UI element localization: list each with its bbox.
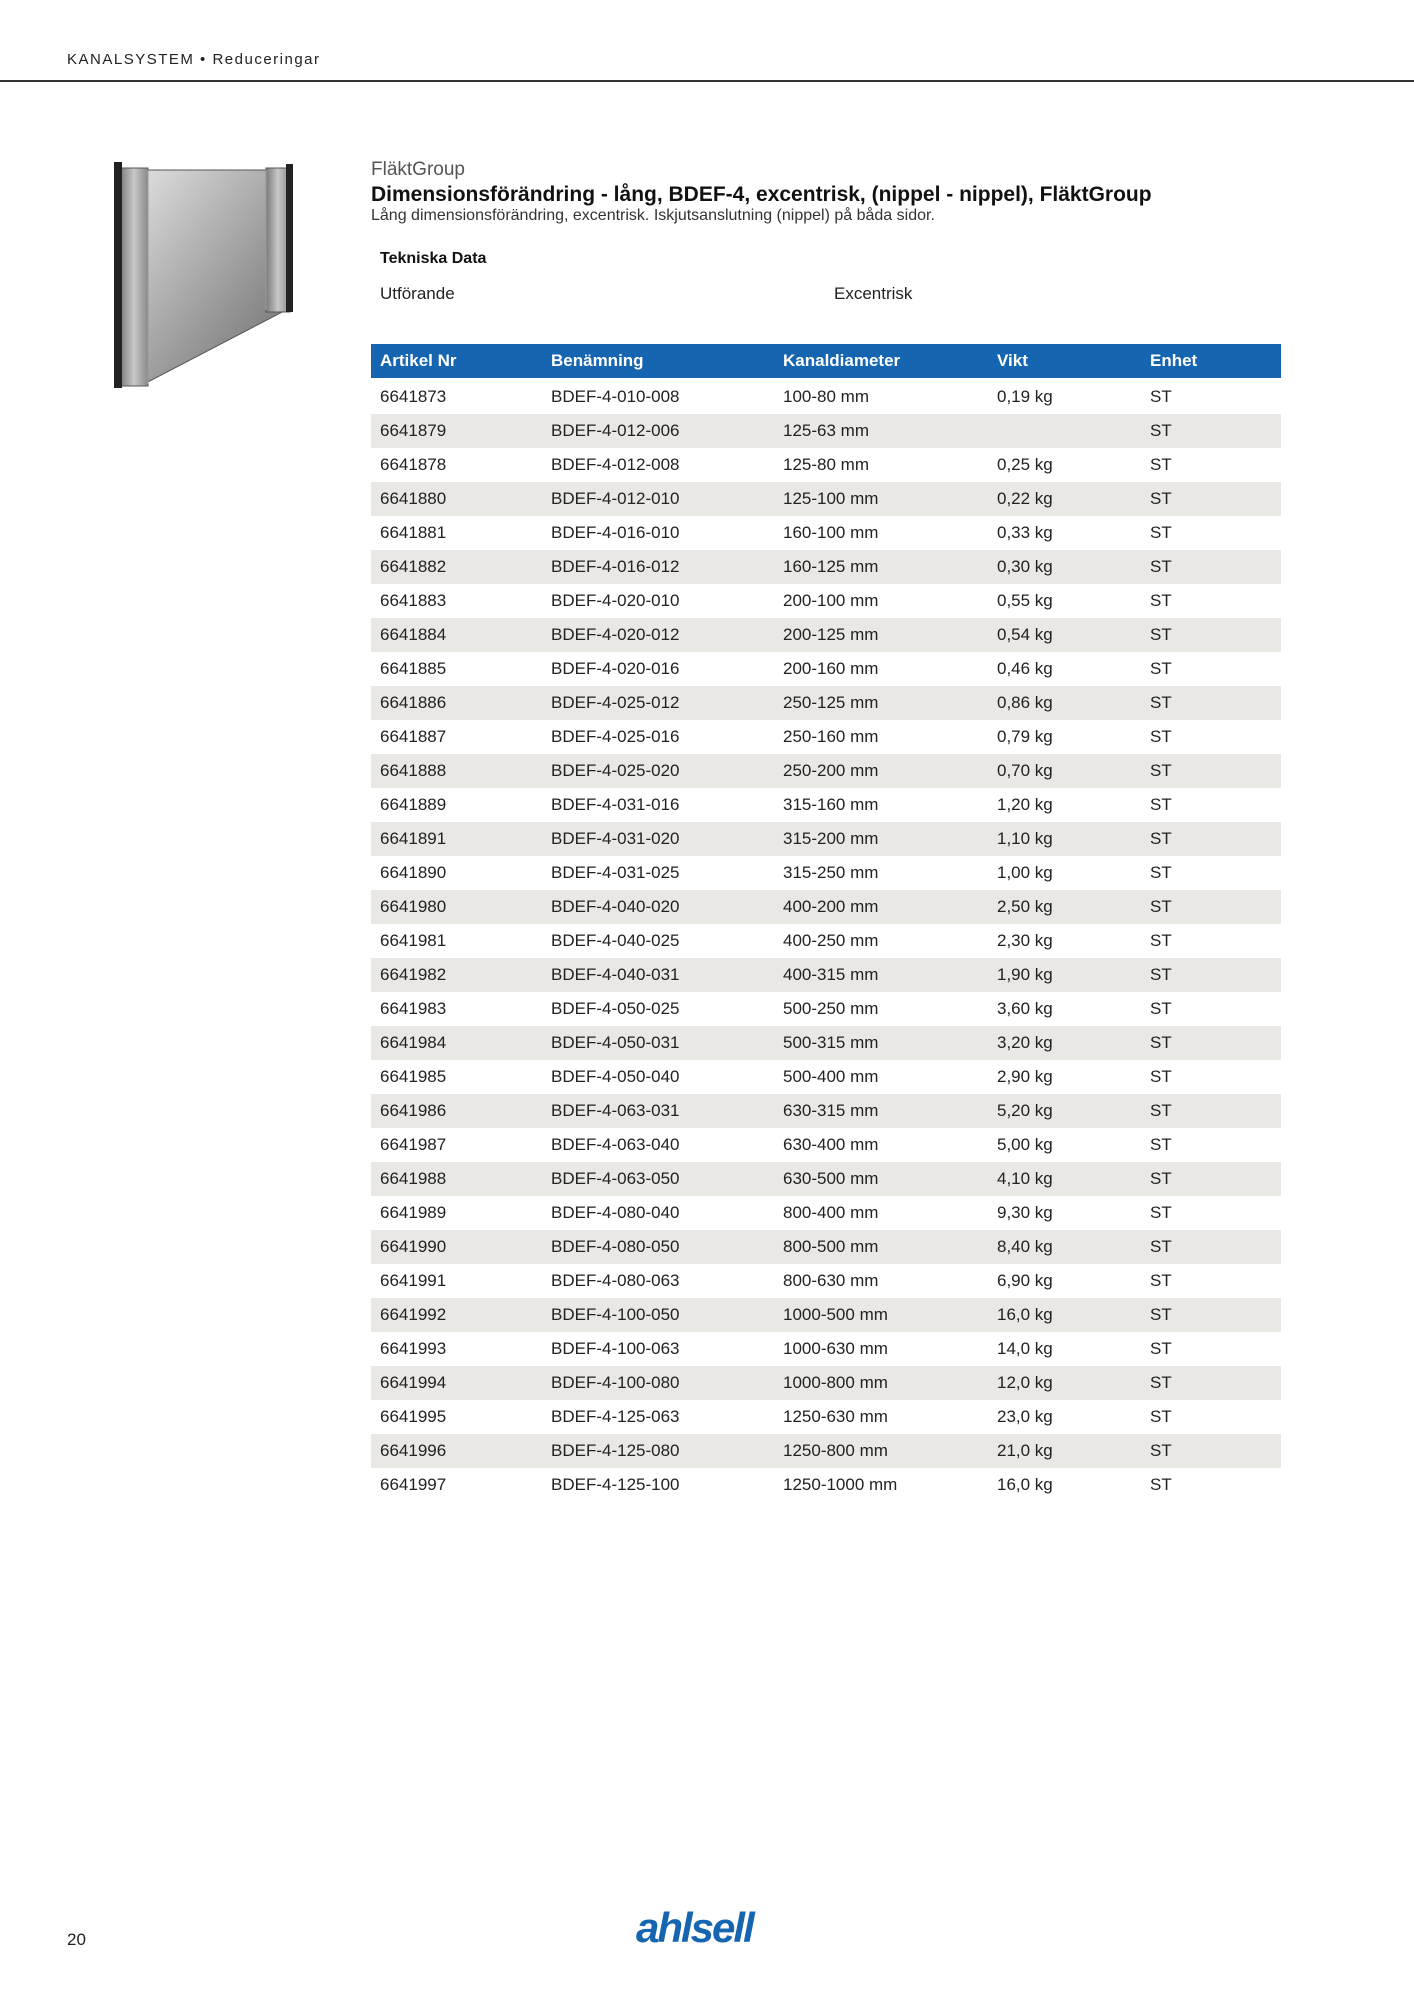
header-unit: Enhet <box>1141 344 1281 379</box>
table-row <box>371 754 1281 788</box>
table-row <box>371 1332 1281 1366</box>
table-row <box>371 414 1281 448</box>
table-row <box>371 516 1281 550</box>
name-cell: BDEF-4-050-040 <box>542 1060 774 1094</box>
article-nr-cell: 6641883 <box>371 584 542 618</box>
unit-cell: ST <box>1141 720 1281 754</box>
name-cell: BDEF-4-031-016 <box>542 788 774 822</box>
duct-diameter-cell: 250-125 mm <box>774 686 988 720</box>
header-divider <box>0 80 1414 82</box>
duct-diameter-cell: 400-250 mm <box>774 924 988 958</box>
name-cell: BDEF-4-050-025 <box>542 992 774 1026</box>
name-cell: BDEF-4-010-008 <box>542 379 774 414</box>
name-cell: BDEF-4-012-006 <box>542 414 774 448</box>
duct-diameter-cell: 315-250 mm <box>774 856 988 890</box>
weight-cell: 0,54 kg <box>988 618 1141 652</box>
table-row <box>371 958 1281 992</box>
unit-cell: ST <box>1141 1094 1281 1128</box>
weight-cell: 5,00 kg <box>988 1128 1141 1162</box>
unit-cell: ST <box>1141 1060 1281 1094</box>
unit-cell: ST <box>1141 1468 1281 1502</box>
table-row <box>371 686 1281 720</box>
tech-data-value: Excentrisk <box>834 284 913 303</box>
name-cell: BDEF-4-031-025 <box>542 856 774 890</box>
article-nr-cell: 6641996 <box>371 1434 542 1468</box>
unit-cell: ST <box>1141 788 1281 822</box>
article-nr-cell: 6641889 <box>371 788 542 822</box>
duct-reducer-image <box>108 158 302 390</box>
weight-cell: 0,79 kg <box>988 720 1141 754</box>
article-nr-cell: 6641991 <box>371 1264 542 1298</box>
duct-diameter-cell: 800-500 mm <box>774 1230 988 1264</box>
name-cell: BDEF-4-025-020 <box>542 754 774 788</box>
duct-diameter-cell: 200-100 mm <box>774 584 988 618</box>
weight-cell: 0,33 kg <box>988 516 1141 550</box>
table-row <box>371 379 1281 414</box>
header-article-nr: Artikel Nr <box>371 344 542 379</box>
article-nr-cell: 6641982 <box>371 958 542 992</box>
unit-cell: ST <box>1141 890 1281 924</box>
weight-cell: 3,60 kg <box>988 992 1141 1026</box>
table-row <box>371 1468 1281 1502</box>
table-row <box>371 1094 1281 1128</box>
header-duct-diameter: Kanaldiameter <box>774 344 988 379</box>
unit-cell: ST <box>1141 1332 1281 1366</box>
unit-cell: ST <box>1141 1162 1281 1196</box>
unit-cell: ST <box>1141 618 1281 652</box>
duct-diameter-cell: 1000-500 mm <box>774 1298 988 1332</box>
weight-cell: 12,0 kg <box>988 1366 1141 1400</box>
header-weight: Vikt <box>988 344 1141 379</box>
name-cell: BDEF-4-080-050 <box>542 1230 774 1264</box>
article-nr-cell: 6641989 <box>371 1196 542 1230</box>
table-body <box>371 379 1281 1502</box>
weight-cell: 5,20 kg <box>988 1094 1141 1128</box>
unit-cell: ST <box>1141 1298 1281 1332</box>
table-row <box>371 618 1281 652</box>
article-nr-cell: 6641886 <box>371 686 542 720</box>
unit-cell: ST <box>1141 652 1281 686</box>
product-table <box>371 344 1281 1502</box>
unit-cell: ST <box>1141 550 1281 584</box>
duct-diameter-cell: 1250-1000 mm <box>774 1468 988 1502</box>
brand-name: FläktGroup <box>371 159 465 180</box>
duct-diameter-cell: 200-125 mm <box>774 618 988 652</box>
table-row <box>371 822 1281 856</box>
duct-diameter-cell: 800-400 mm <box>774 1196 988 1230</box>
name-cell: BDEF-4-020-016 <box>542 652 774 686</box>
duct-diameter-cell: 160-100 mm <box>774 516 988 550</box>
duct-diameter-cell: 500-400 mm <box>774 1060 988 1094</box>
duct-diameter-cell: 630-315 mm <box>774 1094 988 1128</box>
table-row <box>371 1434 1281 1468</box>
table-row <box>371 1264 1281 1298</box>
article-nr-cell: 6641878 <box>371 448 542 482</box>
weight-cell: 2,50 kg <box>988 890 1141 924</box>
weight-cell: 1,10 kg <box>988 822 1141 856</box>
duct-diameter-cell: 630-500 mm <box>774 1162 988 1196</box>
weight-cell: 2,30 kg <box>988 924 1141 958</box>
table-row <box>371 1366 1281 1400</box>
table-row <box>371 890 1281 924</box>
table-row <box>371 448 1281 482</box>
tech-data-heading: Tekniska Data <box>380 250 487 267</box>
name-cell: BDEF-4-125-080 <box>542 1434 774 1468</box>
duct-diameter-cell: 125-80 mm <box>774 448 988 482</box>
name-cell: BDEF-4-125-063 <box>542 1400 774 1434</box>
unit-cell: ST <box>1141 379 1281 414</box>
article-nr-cell: 6641993 <box>371 1332 542 1366</box>
weight-cell: 4,10 kg <box>988 1162 1141 1196</box>
table-row <box>371 1196 1281 1230</box>
duct-diameter-cell: 1250-630 mm <box>774 1400 988 1434</box>
name-cell: BDEF-4-020-010 <box>542 584 774 618</box>
article-nr-cell: 6641881 <box>371 516 542 550</box>
name-cell: BDEF-4-100-080 <box>542 1366 774 1400</box>
table-row <box>371 1230 1281 1264</box>
duct-diameter-cell: 100-80 mm <box>774 379 988 414</box>
unit-cell: ST <box>1141 1128 1281 1162</box>
name-cell: BDEF-4-080-040 <box>542 1196 774 1230</box>
unit-cell: ST <box>1141 754 1281 788</box>
article-nr-cell: 6641882 <box>371 550 542 584</box>
unit-cell: ST <box>1141 856 1281 890</box>
unit-cell: ST <box>1141 924 1281 958</box>
table-header-row <box>371 344 1281 379</box>
section-header: KANALSYSTEM • Reduceringar <box>67 51 321 68</box>
duct-diameter-cell: 1000-800 mm <box>774 1366 988 1400</box>
table-row <box>371 652 1281 686</box>
duct-diameter-cell: 160-125 mm <box>774 550 988 584</box>
name-cell: BDEF-4-063-050 <box>542 1162 774 1196</box>
unit-cell: ST <box>1141 516 1281 550</box>
name-cell: BDEF-4-040-025 <box>542 924 774 958</box>
duct-diameter-cell: 400-200 mm <box>774 890 988 924</box>
article-nr-cell: 6641873 <box>371 379 542 414</box>
name-cell: BDEF-4-063-040 <box>542 1128 774 1162</box>
weight-cell: 23,0 kg <box>988 1400 1141 1434</box>
article-nr-cell: 6641887 <box>371 720 542 754</box>
unit-cell: ST <box>1141 1230 1281 1264</box>
weight-cell: 8,40 kg <box>988 1230 1141 1264</box>
name-cell: BDEF-4-100-063 <box>542 1332 774 1366</box>
article-nr-cell: 6641888 <box>371 754 542 788</box>
article-nr-cell: 6641885 <box>371 652 542 686</box>
duct-diameter-cell: 400-315 mm <box>774 958 988 992</box>
article-nr-cell: 6641981 <box>371 924 542 958</box>
unit-cell: ST <box>1141 1400 1281 1434</box>
table-row <box>371 1026 1281 1060</box>
name-cell: BDEF-4-040-020 <box>542 890 774 924</box>
weight-cell: 16,0 kg <box>988 1298 1141 1332</box>
weight-cell: 1,90 kg <box>988 958 1141 992</box>
weight-cell: 2,90 kg <box>988 1060 1141 1094</box>
weight-cell: 0,55 kg <box>988 584 1141 618</box>
weight-cell: 0,22 kg <box>988 482 1141 516</box>
table-row <box>371 856 1281 890</box>
svg-text:ahlsell: ahlsell <box>636 1904 753 1951</box>
article-nr-cell: 6641983 <box>371 992 542 1026</box>
table-row <box>371 924 1281 958</box>
name-cell: BDEF-4-031-020 <box>542 822 774 856</box>
unit-cell: ST <box>1141 958 1281 992</box>
article-nr-cell: 6641984 <box>371 1026 542 1060</box>
weight-cell <box>988 414 1141 448</box>
table-row <box>371 720 1281 754</box>
duct-diameter-cell: 1250-800 mm <box>774 1434 988 1468</box>
product-title: Dimensionsförändring - lång, BDEF-4, excentrisk, (nippel - nippel), FläktGroup <box>371 183 1152 206</box>
duct-diameter-cell: 500-315 mm <box>774 1026 988 1060</box>
duct-diameter-cell: 250-160 mm <box>774 720 988 754</box>
weight-cell: 6,90 kg <box>988 1264 1141 1298</box>
name-cell: BDEF-4-025-012 <box>542 686 774 720</box>
weight-cell: 0,86 kg <box>988 686 1141 720</box>
weight-cell: 0,46 kg <box>988 652 1141 686</box>
article-nr-cell: 6641988 <box>371 1162 542 1196</box>
name-cell: BDEF-4-050-031 <box>542 1026 774 1060</box>
weight-cell: 14,0 kg <box>988 1332 1141 1366</box>
article-nr-cell: 6641994 <box>371 1366 542 1400</box>
weight-cell: 0,19 kg <box>988 379 1141 414</box>
unit-cell: ST <box>1141 822 1281 856</box>
article-nr-cell: 6641880 <box>371 482 542 516</box>
unit-cell: ST <box>1141 1196 1281 1230</box>
table-row <box>371 992 1281 1026</box>
page-number: 20 <box>67 1930 86 1949</box>
unit-cell: ST <box>1141 482 1281 516</box>
name-cell: BDEF-4-040-031 <box>542 958 774 992</box>
product-description: Lång dimensionsförändring, excentrisk. Iskjutsanslutning (nippel) på båda sidor. <box>371 207 935 224</box>
name-cell: BDEF-4-063-031 <box>542 1094 774 1128</box>
name-cell: BDEF-4-025-016 <box>542 720 774 754</box>
duct-diameter-cell: 200-160 mm <box>774 652 988 686</box>
article-nr-cell: 6641987 <box>371 1128 542 1162</box>
article-nr-cell: 6641879 <box>371 414 542 448</box>
article-nr-cell: 6641997 <box>371 1468 542 1502</box>
weight-cell: 21,0 kg <box>988 1434 1141 1468</box>
unit-cell: ST <box>1141 1026 1281 1060</box>
name-cell: BDEF-4-020-012 <box>542 618 774 652</box>
tech-data-label: Utförande <box>380 284 455 303</box>
weight-cell: 1,20 kg <box>988 788 1141 822</box>
unit-cell: ST <box>1141 1366 1281 1400</box>
unit-cell: ST <box>1141 414 1281 448</box>
table-row <box>371 550 1281 584</box>
table-row <box>371 584 1281 618</box>
duct-diameter-cell: 315-160 mm <box>774 788 988 822</box>
name-cell: BDEF-4-080-063 <box>542 1264 774 1298</box>
duct-diameter-cell: 315-200 mm <box>774 822 988 856</box>
name-cell: BDEF-4-012-010 <box>542 482 774 516</box>
duct-diameter-cell: 250-200 mm <box>774 754 988 788</box>
weight-cell: 9,30 kg <box>988 1196 1141 1230</box>
article-nr-cell: 6641980 <box>371 890 542 924</box>
duct-diameter-cell: 500-250 mm <box>774 992 988 1026</box>
article-nr-cell: 6641884 <box>371 618 542 652</box>
duct-diameter-cell: 630-400 mm <box>774 1128 988 1162</box>
unit-cell: ST <box>1141 1434 1281 1468</box>
table-row <box>371 1060 1281 1094</box>
article-nr-cell: 6641891 <box>371 822 542 856</box>
duct-diameter-cell: 125-63 mm <box>774 414 988 448</box>
table-row <box>371 1298 1281 1332</box>
header-name: Benämning <box>542 344 774 379</box>
unit-cell: ST <box>1141 992 1281 1026</box>
weight-cell: 1,00 kg <box>988 856 1141 890</box>
table-row <box>371 1128 1281 1162</box>
weight-cell: 0,25 kg <box>988 448 1141 482</box>
table-row <box>371 482 1281 516</box>
duct-diameter-cell: 1000-630 mm <box>774 1332 988 1366</box>
table-row <box>371 788 1281 822</box>
table-row <box>371 1162 1281 1196</box>
article-nr-cell: 6641890 <box>371 856 542 890</box>
weight-cell: 0,30 kg <box>988 550 1141 584</box>
weight-cell: 3,20 kg <box>988 1026 1141 1060</box>
name-cell: BDEF-4-100-050 <box>542 1298 774 1332</box>
ahlsell-logo <box>634 1904 780 1952</box>
name-cell: BDEF-4-016-010 <box>542 516 774 550</box>
unit-cell: ST <box>1141 584 1281 618</box>
weight-cell: 0,70 kg <box>988 754 1141 788</box>
article-nr-cell: 6641986 <box>371 1094 542 1128</box>
name-cell: BDEF-4-016-012 <box>542 550 774 584</box>
duct-diameter-cell: 800-630 mm <box>774 1264 988 1298</box>
article-nr-cell: 6641985 <box>371 1060 542 1094</box>
article-nr-cell: 6641990 <box>371 1230 542 1264</box>
weight-cell: 16,0 kg <box>988 1468 1141 1502</box>
unit-cell: ST <box>1141 686 1281 720</box>
table-row <box>371 1400 1281 1434</box>
unit-cell: ST <box>1141 1264 1281 1298</box>
name-cell: BDEF-4-125-100 <box>542 1468 774 1502</box>
article-nr-cell: 6641995 <box>371 1400 542 1434</box>
article-nr-cell: 6641992 <box>371 1298 542 1332</box>
unit-cell: ST <box>1141 448 1281 482</box>
duct-diameter-cell: 125-100 mm <box>774 482 988 516</box>
name-cell: BDEF-4-012-008 <box>542 448 774 482</box>
